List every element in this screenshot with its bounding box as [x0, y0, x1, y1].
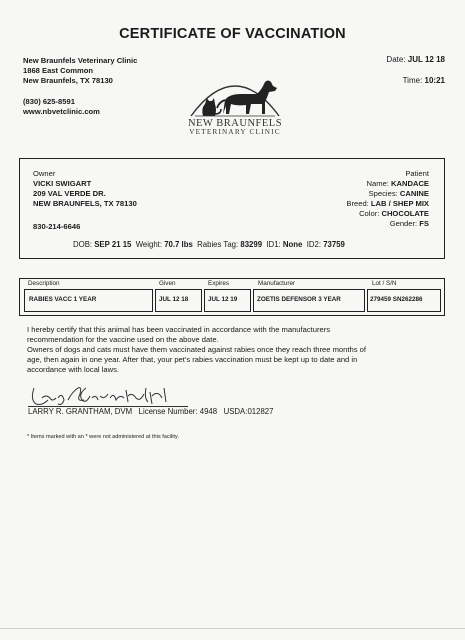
patient-species-label: Species:	[368, 189, 398, 198]
owner-phone: 830-214-6646	[33, 222, 81, 231]
logo-text	[170, 118, 300, 136]
date-label: Date:	[386, 55, 406, 64]
patient-name-label: Name:	[366, 179, 389, 188]
license-value: 4948	[199, 407, 218, 416]
patient-species: CANINE	[399, 189, 429, 198]
cert-line-3: Owners of dogs and cats must have them vaccinated against rabies once they reach three months of	[27, 345, 366, 354]
patient-breed-label: Breed:	[346, 199, 369, 208]
date-value: JUL 12 18	[407, 55, 445, 64]
cert-line-5: accordance with local laws.	[27, 365, 120, 374]
vet-signature-icon	[28, 380, 188, 408]
dob-label: DOB:	[73, 240, 93, 249]
clinic-address-block	[23, 56, 137, 86]
header-manufacturer: Manufacturer	[258, 280, 296, 287]
weight-label: Weight:	[135, 240, 163, 249]
cell-expires: JUL 12 19	[208, 296, 238, 303]
clinic-name: New Braunfels Veterinary Clinic	[23, 56, 138, 65]
owner-street: 209 VAL VERDE DR.	[33, 189, 106, 198]
clinic-phone: (830) 625-8591	[23, 97, 75, 106]
clinic-website: www.nbvetclinic.com	[23, 107, 100, 116]
cert-line-1: I hereby certify that this animal has been vaccinated in accordance with the manufacturers	[27, 325, 331, 334]
usda-label: USDA:	[223, 407, 248, 416]
patient-color-line	[346, 209, 429, 219]
certification-text	[27, 325, 447, 375]
header-lot: Lot / S/N	[372, 280, 397, 287]
owner-city: NEW BRAUNFELS, TX 78130	[33, 199, 137, 208]
dob-value: SEP 21 15	[94, 240, 132, 249]
time-value: 10:21	[424, 76, 445, 85]
owner-block	[33, 169, 137, 209]
id1-value: None	[282, 240, 303, 249]
cell-description: RABIES VACC 1 YEAR	[29, 296, 97, 303]
owner-header: Owner	[33, 169, 56, 178]
date-line	[386, 55, 445, 65]
rabies-tag-value: 83299	[240, 240, 263, 249]
time-line	[386, 76, 445, 86]
cert-line-2: recommendation for the vaccine used on the above date.	[27, 335, 219, 344]
id1-label: ID1:	[266, 240, 281, 249]
date-time-block	[386, 55, 445, 86]
patient-name-line	[346, 179, 429, 189]
clinic-address-line1: 1868 East Common	[23, 66, 94, 75]
footnote: * Items marked with an * were not administered at this facility.	[27, 434, 179, 440]
cert-line-4: age, then again in one year. After that, your pet's rabies vaccination must be kept up to date and in	[27, 355, 358, 364]
patient-block	[346, 169, 429, 229]
patient-color-label: Color:	[359, 209, 380, 218]
time-label: Time:	[402, 76, 423, 85]
header-given: Given	[159, 280, 176, 287]
weight-value: 70.7 lbs	[164, 240, 193, 249]
clinic-contact-block	[23, 97, 100, 117]
logo-line1: NEW BRAUNFELS	[187, 118, 283, 129]
patient-gender: FS	[419, 219, 429, 228]
owner-name: VICKI SWIGART	[33, 179, 92, 188]
cell-lot: 279459 SN262286	[370, 296, 423, 303]
patient-breed: LAB / SHEP MIX	[370, 199, 429, 208]
cell-manufacturer: ZOETIS DEFENSOR 3 YEAR	[257, 296, 341, 303]
patient-species-line	[346, 189, 429, 199]
patient-ids-line	[73, 240, 345, 249]
header-expires: Expires	[208, 280, 229, 287]
header-description: Description	[28, 280, 60, 287]
patient-gender-label: Gender:	[389, 219, 418, 228]
scan-edge-divider	[0, 628, 465, 629]
patient-breed-line	[346, 199, 429, 209]
vet-name: LARRY R. GRANTHAM, DVM	[28, 407, 133, 416]
usda-value: 012827	[247, 407, 274, 416]
clinic-address-line2: New Braunfels, TX 78130	[23, 76, 113, 85]
patient-color: CHOCOLATE	[381, 209, 429, 218]
cell-given: JUL 12 18	[159, 296, 189, 303]
patient-name: KANDACE	[391, 179, 429, 188]
rabies-tag-label: Rabies Tag:	[197, 240, 239, 249]
id2-value: 73759	[323, 240, 345, 249]
id2-label: ID2:	[306, 240, 322, 249]
license-label: License Number:	[138, 407, 198, 416]
patient-header: Patient	[405, 169, 429, 178]
logo-line2: VETERINARY CLINIC	[189, 128, 281, 136]
patient-gender-line	[346, 219, 429, 229]
vet-credentials	[28, 407, 273, 416]
certificate-title: CERTIFICATE OF VACCINATION	[119, 26, 346, 42]
